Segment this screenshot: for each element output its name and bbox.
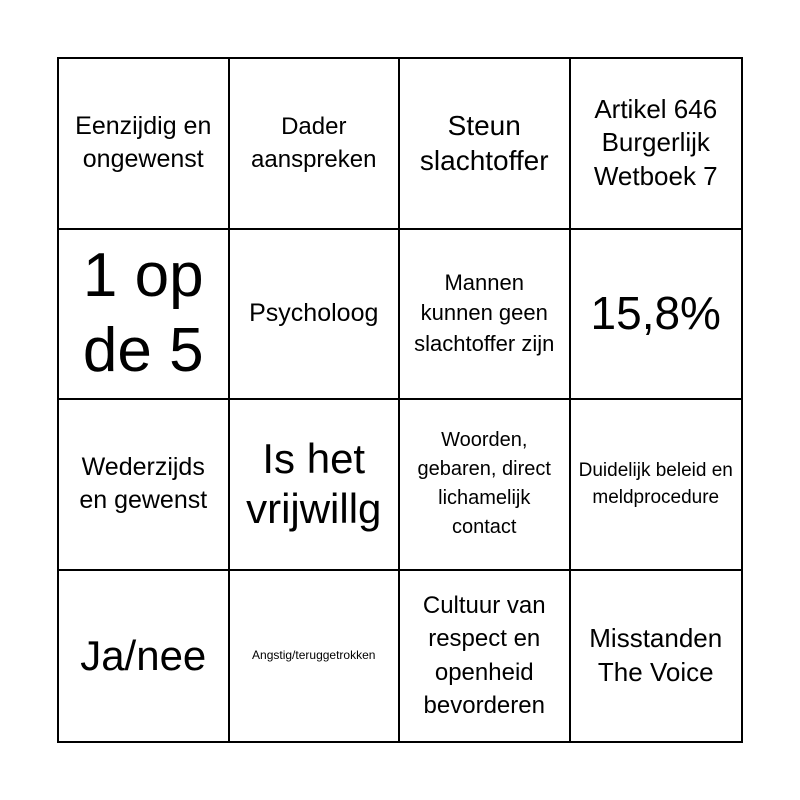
- bingo-cell[interactable]: Mannen kunnen geen slachtoffer zijn: [400, 230, 571, 401]
- bingo-cell[interactable]: Eenzijdig en ongewenst: [59, 59, 230, 230]
- bingo-cell[interactable]: Psycholoog: [230, 230, 401, 401]
- bingo-cell[interactable]: Angstig/teruggetrokken: [230, 571, 401, 742]
- bingo-cell[interactable]: Woorden, gebaren, direct lichamelijk contact: [400, 400, 571, 571]
- bingo-cell[interactable]: Misstanden The Voice: [589, 622, 723, 687]
- bingo-cell[interactable]: Duidelijk beleid en meldprocedure: [571, 400, 742, 571]
- bingo-cell[interactable]: Cultuur van respect en openheid bevorderen: [400, 571, 571, 742]
- bingo-cell[interactable]: Wederzijds en gewenst: [59, 400, 230, 571]
- bingo-cell[interactable]: 1 op de 5: [59, 230, 230, 401]
- bingo-card: [57, 57, 743, 743]
- bingo-cell[interactable]: Is het vrijwillg: [230, 400, 401, 571]
- bingo-cell[interactable]: Ja/nee: [59, 571, 230, 742]
- bingo-cell[interactable]: Steun slachtoffer: [400, 59, 571, 230]
- bingo-cell[interactable]: Artikel 646 Burgerlijk Wetboek 7: [571, 59, 742, 230]
- bingo-cell[interactable]: Dader aanspreken: [230, 59, 401, 230]
- bingo-cell[interactable]: 15,8%: [571, 230, 742, 401]
